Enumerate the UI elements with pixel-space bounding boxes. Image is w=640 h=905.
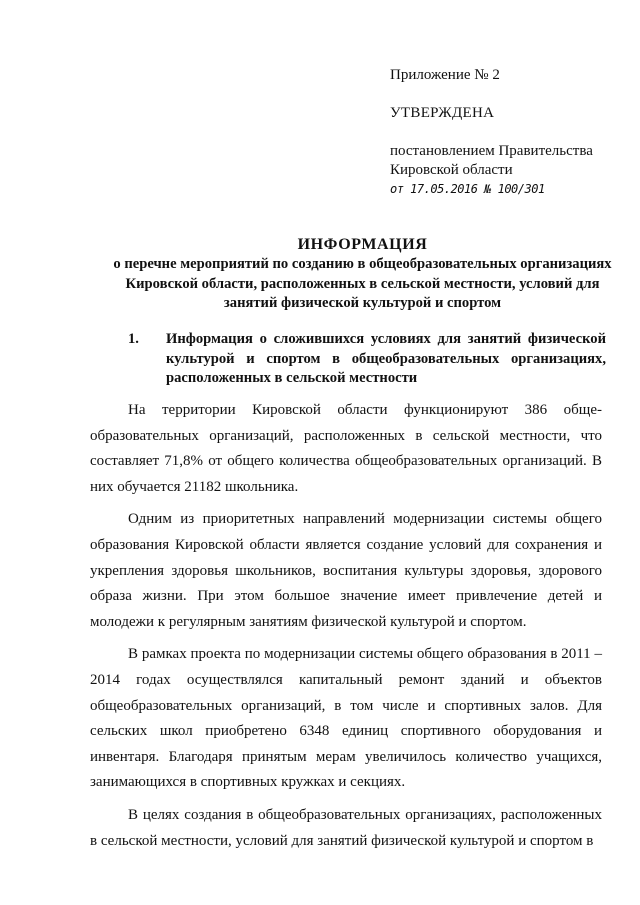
document-subtitle: о перечне мероприятий по созданию в общеобразовательных организациях Кировской области, расположенных в сельской местности, условий для занятий физической культурой и спортом [113, 256, 612, 312]
body-text [90, 398, 602, 854]
section-number: 1. [128, 331, 139, 347]
decree-date-number: от 17.05.2016 № 100/301 [390, 182, 545, 196]
decree-line-1: постановлением Правительства [390, 143, 593, 159]
approval-block [390, 66, 625, 199]
section-heading: Информация о сложившихся условиях для занятий физической культурой и спортом в общеобразовательных организациях, расположенных в сельской местности [166, 331, 606, 387]
appendix-label: Приложение № 2 [390, 67, 500, 83]
paragraph: В целях создания в общеобразовательных организациях, расположенных в сельской местности, условий для занятий физической культурой и спортом в [90, 806, 602, 849]
paragraph: В рамках проекта по модернизации системы общего образования в 2011 – 2014 годах осуществлялся капитальный ремонт зданий и объектов общеобразовательных организаций, в том числе и спортивных залов. Для сельских школ приобретено 6348 единиц спортивного оборудования и инвентаря. Благодаря принятым мерам увеличилось количество учащихся, занимающихся в спортивных кружках и секциях. [90, 646, 602, 791]
document-title: ИНФОРМАЦИЯ [297, 236, 428, 253]
paragraph: Одним из приоритетных направлений модернизации системы общего образования Кировской области является создание условий для сохранения и укрепления здоровья школьников, воспитания культуры здоровья, здорового образа жизни. При этом большое значение имеет привлечение детей и молодежи к регулярным занятиям физической культурой и спортом. [90, 511, 602, 630]
decree-reference [390, 142, 625, 199]
section-heading-block [128, 330, 606, 389]
document-title-block [100, 235, 625, 314]
paragraph: На территории Кировской области функционируют 386 обще-образовательных организаций, расположенных в сельской местности, что составляет 71,8% от общего количества общеобразовательных организаций. В них обучается 21182 школьника. [90, 402, 602, 495]
approved-label: УТВЕРЖДЕНА [390, 105, 495, 121]
decree-line-2: Кировской области [390, 162, 513, 178]
